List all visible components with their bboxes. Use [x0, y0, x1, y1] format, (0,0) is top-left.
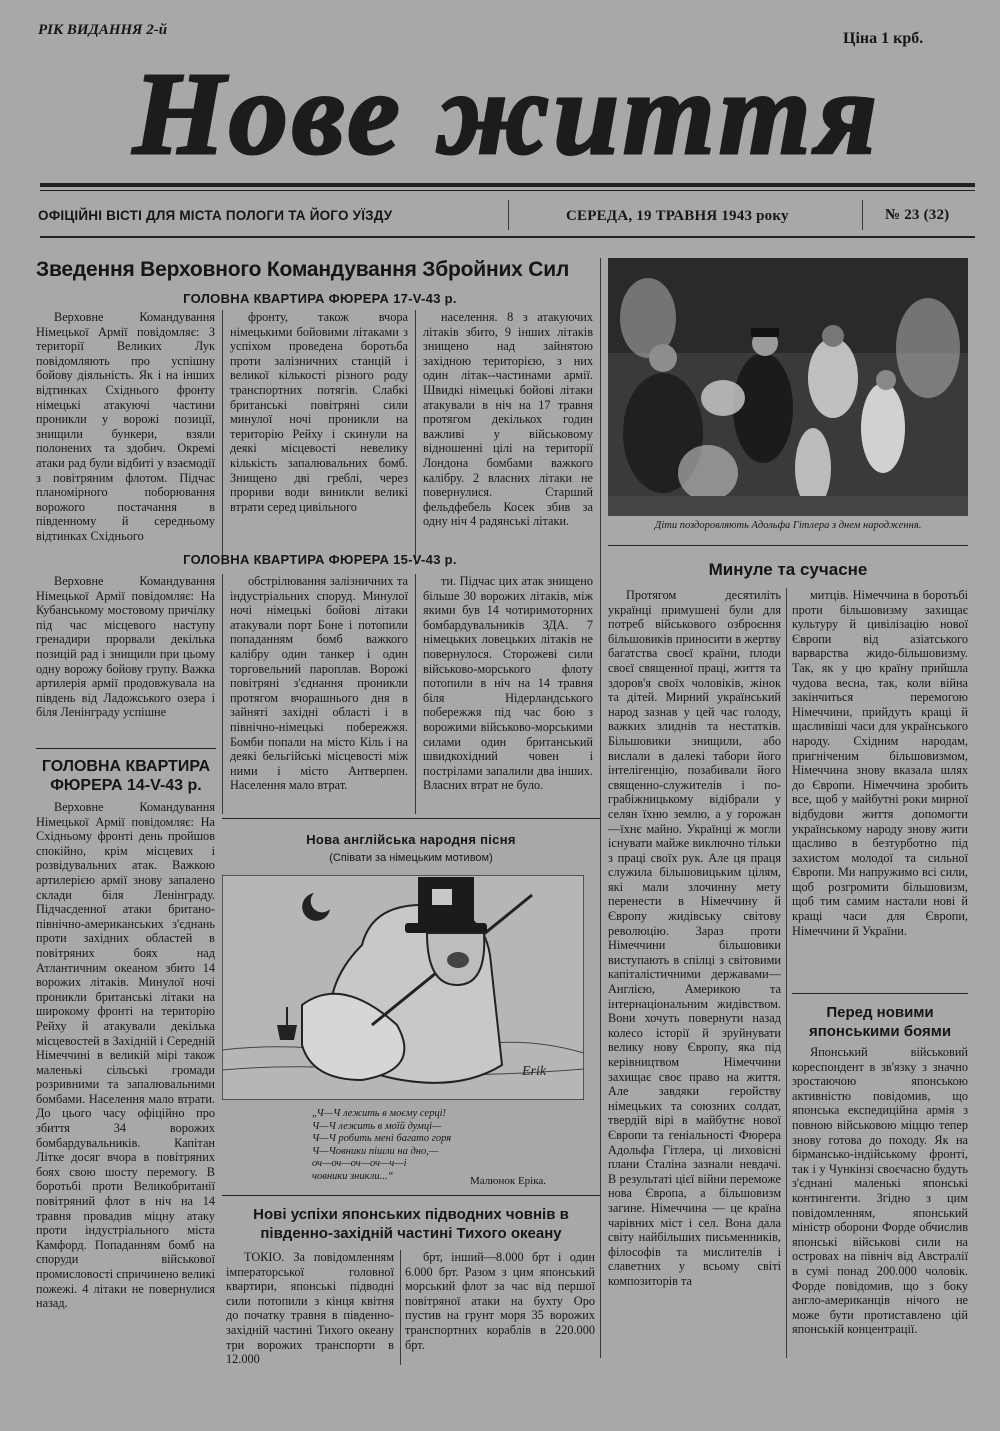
section-rule — [792, 993, 968, 994]
article-2-col-1: Верховне Командування Німецької Армії повідомляє: На Кубанському мостовому причілку під час місцевого наступу гренадири прорвали декілька позицій рад і знищили при цьому одну ворожу бойову групу. Важка артилерія армії продовжувала на південь від Ладожського озера і біля Ленінграду успішне — [36, 574, 215, 720]
price: Ціна 1 крб. — [843, 30, 924, 47]
section-rule — [222, 818, 600, 819]
article-1-col-2: фронту, також вчора німецькими бойовими літаками з успіхом проведена боротьба проти залізничних станцій і великої кількості різного роду транспортних потягів. Слабкі британські повітряні сили минулої ночі проникли на територію Рейху і скинули на деякі місцевості невелику кількість запалювальних бомб. Знищено дві греблі, через прориви води виникли великі втрати серед цивільного — [230, 310, 408, 514]
masthead-divider — [508, 200, 509, 230]
birthday-photo — [608, 258, 968, 516]
cartoon-lyrics — [312, 1108, 512, 1183]
lyric-line: Ч—Човники пішли на дно,— — [312, 1145, 439, 1157]
japan-battles-headline: Перед новими японськими боями — [808, 1004, 952, 1040]
cartoon-signature: Erik — [522, 1064, 547, 1079]
section-rule — [36, 748, 216, 749]
masthead-rule-thin — [40, 190, 975, 191]
section-rule — [222, 1195, 600, 1196]
column-rule — [400, 1250, 401, 1365]
submarines-col-1: ТОКІО. За повідомленням імператорської головної квартири, японські підводні сили потопили з кінця квітня до початку травня в південно-західній частині Тихого океану три ворожих транспорти в 12.000 — [226, 1250, 394, 1367]
submarines-col-2: брт, інший—8.000 брт і один 6.000 брт. Разом з цим японський морський флот за час від першої повітряної атаки на бухту Оро пустив на грунт моря 35 ворожих транспортних кораблів в 220.000 брт. — [405, 1250, 595, 1352]
lyric-line: Ч—Ч робить мені багато горя — [312, 1133, 452, 1144]
column-rule-long — [600, 258, 601, 1358]
article-1-col-3: населення. 8 з атакуючих літаків збито, 9 інших літаків знищено над зайнятою західною територією, з них один літак--частинами армії. Швидкі німецькі бойові літаки атакували в ніч на 17 травня протягом декількох годин важливі у військовому відношенні цілі на території Лондона бомбами важкого калібру. 2 власних літаки не повернулися. Старший фельдфебель Косек збив за одну ніч 4 радянські літаки. — [423, 310, 593, 529]
logo-title: Нове життя — [133, 48, 881, 179]
photo-caption: Діти поздоровляють Адольфа Гітлера з днем народження. — [654, 520, 922, 531]
issue-number: № 23 (32) — [885, 207, 950, 223]
article-3: Верховне Командування Німецької Армії повідомляє: На Східньому фронті день пройшов спокійно, крім місцевих і розвідувальних атак. Важкою артилерією армії знову запалено склади біля Ленінграду. Підчасденної атаки британо-північно-американських з'єднань проти західних областей в повітряних боях над Атлантичним океаном збито 14 ворожих літаків. Минулої ночі проникли британські літаки на широкому фронті на територію Рейху й атакували декілька місцевостей в Західній і Середній Німеччині в великій мірі також маленькі сільські громади розривними та запалювальними бомбами. Населення мало втрати. До цього часу офіційно про збиття 34 ворожих бомбардувальників. Капітан Літке досяг вчора в повітряних боях свою шосту перемогу. В боротьбі проти Великобританії повітряний флот в ніч на 14 травня провадив міцну атаку проти індустріального міста Камфорд. Попаданням бомб на споруди військової промисловості спричинено великі пожежі. 4 літаки не повернулися назад. — [36, 800, 215, 1311]
main-headline: Зведення Верховного Командування Збройних Сил — [36, 258, 570, 281]
column-rule — [222, 574, 223, 814]
section-rule — [608, 545, 968, 546]
column-rule — [415, 574, 416, 814]
masthead-subtitle: ОФІЦІЙНІ ВІСТІ ДЛЯ МІСТА ПОЛОГИ ТА ЙОГО УЇЗДУ — [38, 208, 393, 223]
hq-dateline-2: ГОЛОВНА КВАРТИРА ФЮРЕРА 15-V-43 р. — [183, 552, 457, 567]
lyric-line: оч—оч—оч—оч—ч—і — [312, 1158, 407, 1169]
year-note: РІК ВИДАННЯ 2-й — [38, 22, 168, 38]
cartoon-subtitle: (Співати за німецьким мотивом) — [329, 852, 493, 864]
column-rule — [415, 310, 416, 565]
hq-dateline-1: ГОЛОВНА КВАРТИРА ФЮРЕРА 17-V-43 р. — [183, 291, 457, 306]
submarines-headline: Нові успіхи японських підводних човнів в південно-західній частині Тихого океану — [253, 1206, 569, 1242]
lyric-line: Ч—Ч лежить в моїй думці— — [312, 1120, 442, 1132]
cartoon-title: Нова англійська народня пісня — [306, 832, 516, 847]
article-2-col-3: ти. Підчас цих атак знищено більше 30 ворожих літаків, між якими був 14 чотиримоторних бомбардувальників ЗДА. 7 німецьких ловецьких літаків не повернулося. Сторожеві сили військово-морського флоту потопили в ніч на 14 травня біля Нідерландського побережжя під час бою з ворожими військово-морськими силами один британський швидкохідний човен і пострілами запалили два інших. Власних втрат не було. — [423, 574, 593, 793]
article-1-col-1: Верховне Командування Німецької Армії повідомляє: З території Великих Лук повідомляють про успішну бойову діяльність. Як і на інших відтинках Східнього фронту німецькі атакуючі частини проникли у ворожі позиції, знищили бункери, взяли полонених та здобич. Окремі атаки рад були відбиті у взаємодії з повітряним флотом. Підчас планомірного поборювання ворожого постачання в південному й середньому відтинках Східнього — [36, 310, 215, 543]
issue-date: СЕРЕДА, 19 ТРАВНЯ 1943 року — [566, 208, 789, 224]
past-present-col-1: Протягом десятиліть українці примушені були для потреб військового озброєння більшовиків приносити в жертву багатства своєї країни, плоди своєї священної праці, життя та здоров'я своїх чоловіків, жінок та дітей. Мирний український народ зазнав у цей час голоду, важких злиднів та нестатків. Більшовики знищили, або вислали в далекі табори його інтелігенцію, позабивали його священно-служителів і по-грабіжницькому відібрали у селян їхню землю, а у горожан—їхнє майно. Українці ж могли існувати майже виключно тільки з праці своїх рук. Але ця праця служила більшовицьким цілям, які мали злочинну мету перенести в Німеччину й Європу жидівську світову революцію. Зараз проти Німеччини більшовики виступають в спілці з світовими капіталістичними державами—Англією, Америкою та інтернаціональним жидівством. Вони хочуть повернути назад колесо історії й зруйнувати велику нову Європу, яка під керівництвом Німеччини захищає своє право на життя. Але завдяки геройству німецьких та союзних солдат, твердій вірі в майбутнє нової Європи та геніальності Фюрера Адольфа Гітлера, ці лиховісні плани Сталіна зазнали невдачі. В результаті цієї війни переможе нова Європа, а більшовизм загине. Німеччина — це країна чарівних міст і сел. Вона дала світу найбільших письменників, філософів та мислителів і славетних у всьому світі композиторів та — [608, 588, 781, 1288]
past-present-headline: Минуле та сучасне — [708, 560, 868, 579]
column-rule — [786, 588, 787, 1358]
masthead-bottom-rule — [40, 236, 975, 238]
cartoon-credit: Малюнок Еріка. — [470, 1175, 547, 1187]
column-rule — [222, 310, 223, 565]
cartoon-illustration — [222, 875, 584, 1100]
masthead-rule — [40, 183, 975, 187]
lyric-line: човники зникли...“ — [312, 1170, 394, 1182]
hq-dateline-3: ГОЛОВНА КВАРТИРА ФЮРЕРА 14-V-43 р. — [41, 758, 211, 794]
newspaper-logo — [40, 45, 975, 180]
article-2-col-2: обстрілювання залізничних та індустріальних споруд. Минулої ночі німецькі бойові літаки атакували порт Боне і потопили попаданням бомб важкого калібру один танкер і один торговельний пароплав. Ворожі повітряні з'єднання проникли протягом вчорашнього дня в зайняті західні області і в північно-німецькі побережжя. Бомби попали на місто Кіль і на деякі бельгійські місцевості між ними і місто Антверпен. Населення мало втрат. — [230, 574, 408, 793]
japan-battles-text: Японський військовий кореспондент в зв'язку з значно зростаючою японською активністю повідомив, що японська експедиційна армія з повною військовою міццю тепер знову готова до походу. Як на бірмансько-індійському фронті, так і у Чункінзі своєчасно будуть з'єднані маленькі японські контингенти. Згідно з цим повідомленням, японський міністр оборони Форде обчислив японські військові сили на островах на північ від Австралії в сумі понад 200.000 чоловік. Форде повідомив, що з боку англо-американців нічого не може бути протиставлено цій японській концентрації. — [792, 1045, 968, 1337]
lyric-line: „Ч—Ч лежить в моєму серці! — [312, 1108, 446, 1119]
masthead-divider-2 — [862, 200, 863, 230]
past-present-col-2: митців. Німеччина в боротьбі проти більшовизму захищає культуру й цивілізацію нової Європи від азіатського варварства жидо-більшовизму. Так, як у цю країну прийшла чудова весна, так, коли війна закінчиться перемогою Німеччини, прийдуть кращі й щасливіші часи для українського народу. Східним народам, пригніченим більшовизмом, Німеччина знову вказала шлях до Європи. Німеччина зробить все, щоб у майбутні роки мирної відбудови життя допомогти українському народу знову жити щасливо в безтурботно під захистом молодої та сильної Європи. Ми напружимо всі сили, щоб розгромити більшовизм, щоб тим самим настали нові й кращі часи для Європи, Німеччини й України. — [792, 588, 968, 938]
